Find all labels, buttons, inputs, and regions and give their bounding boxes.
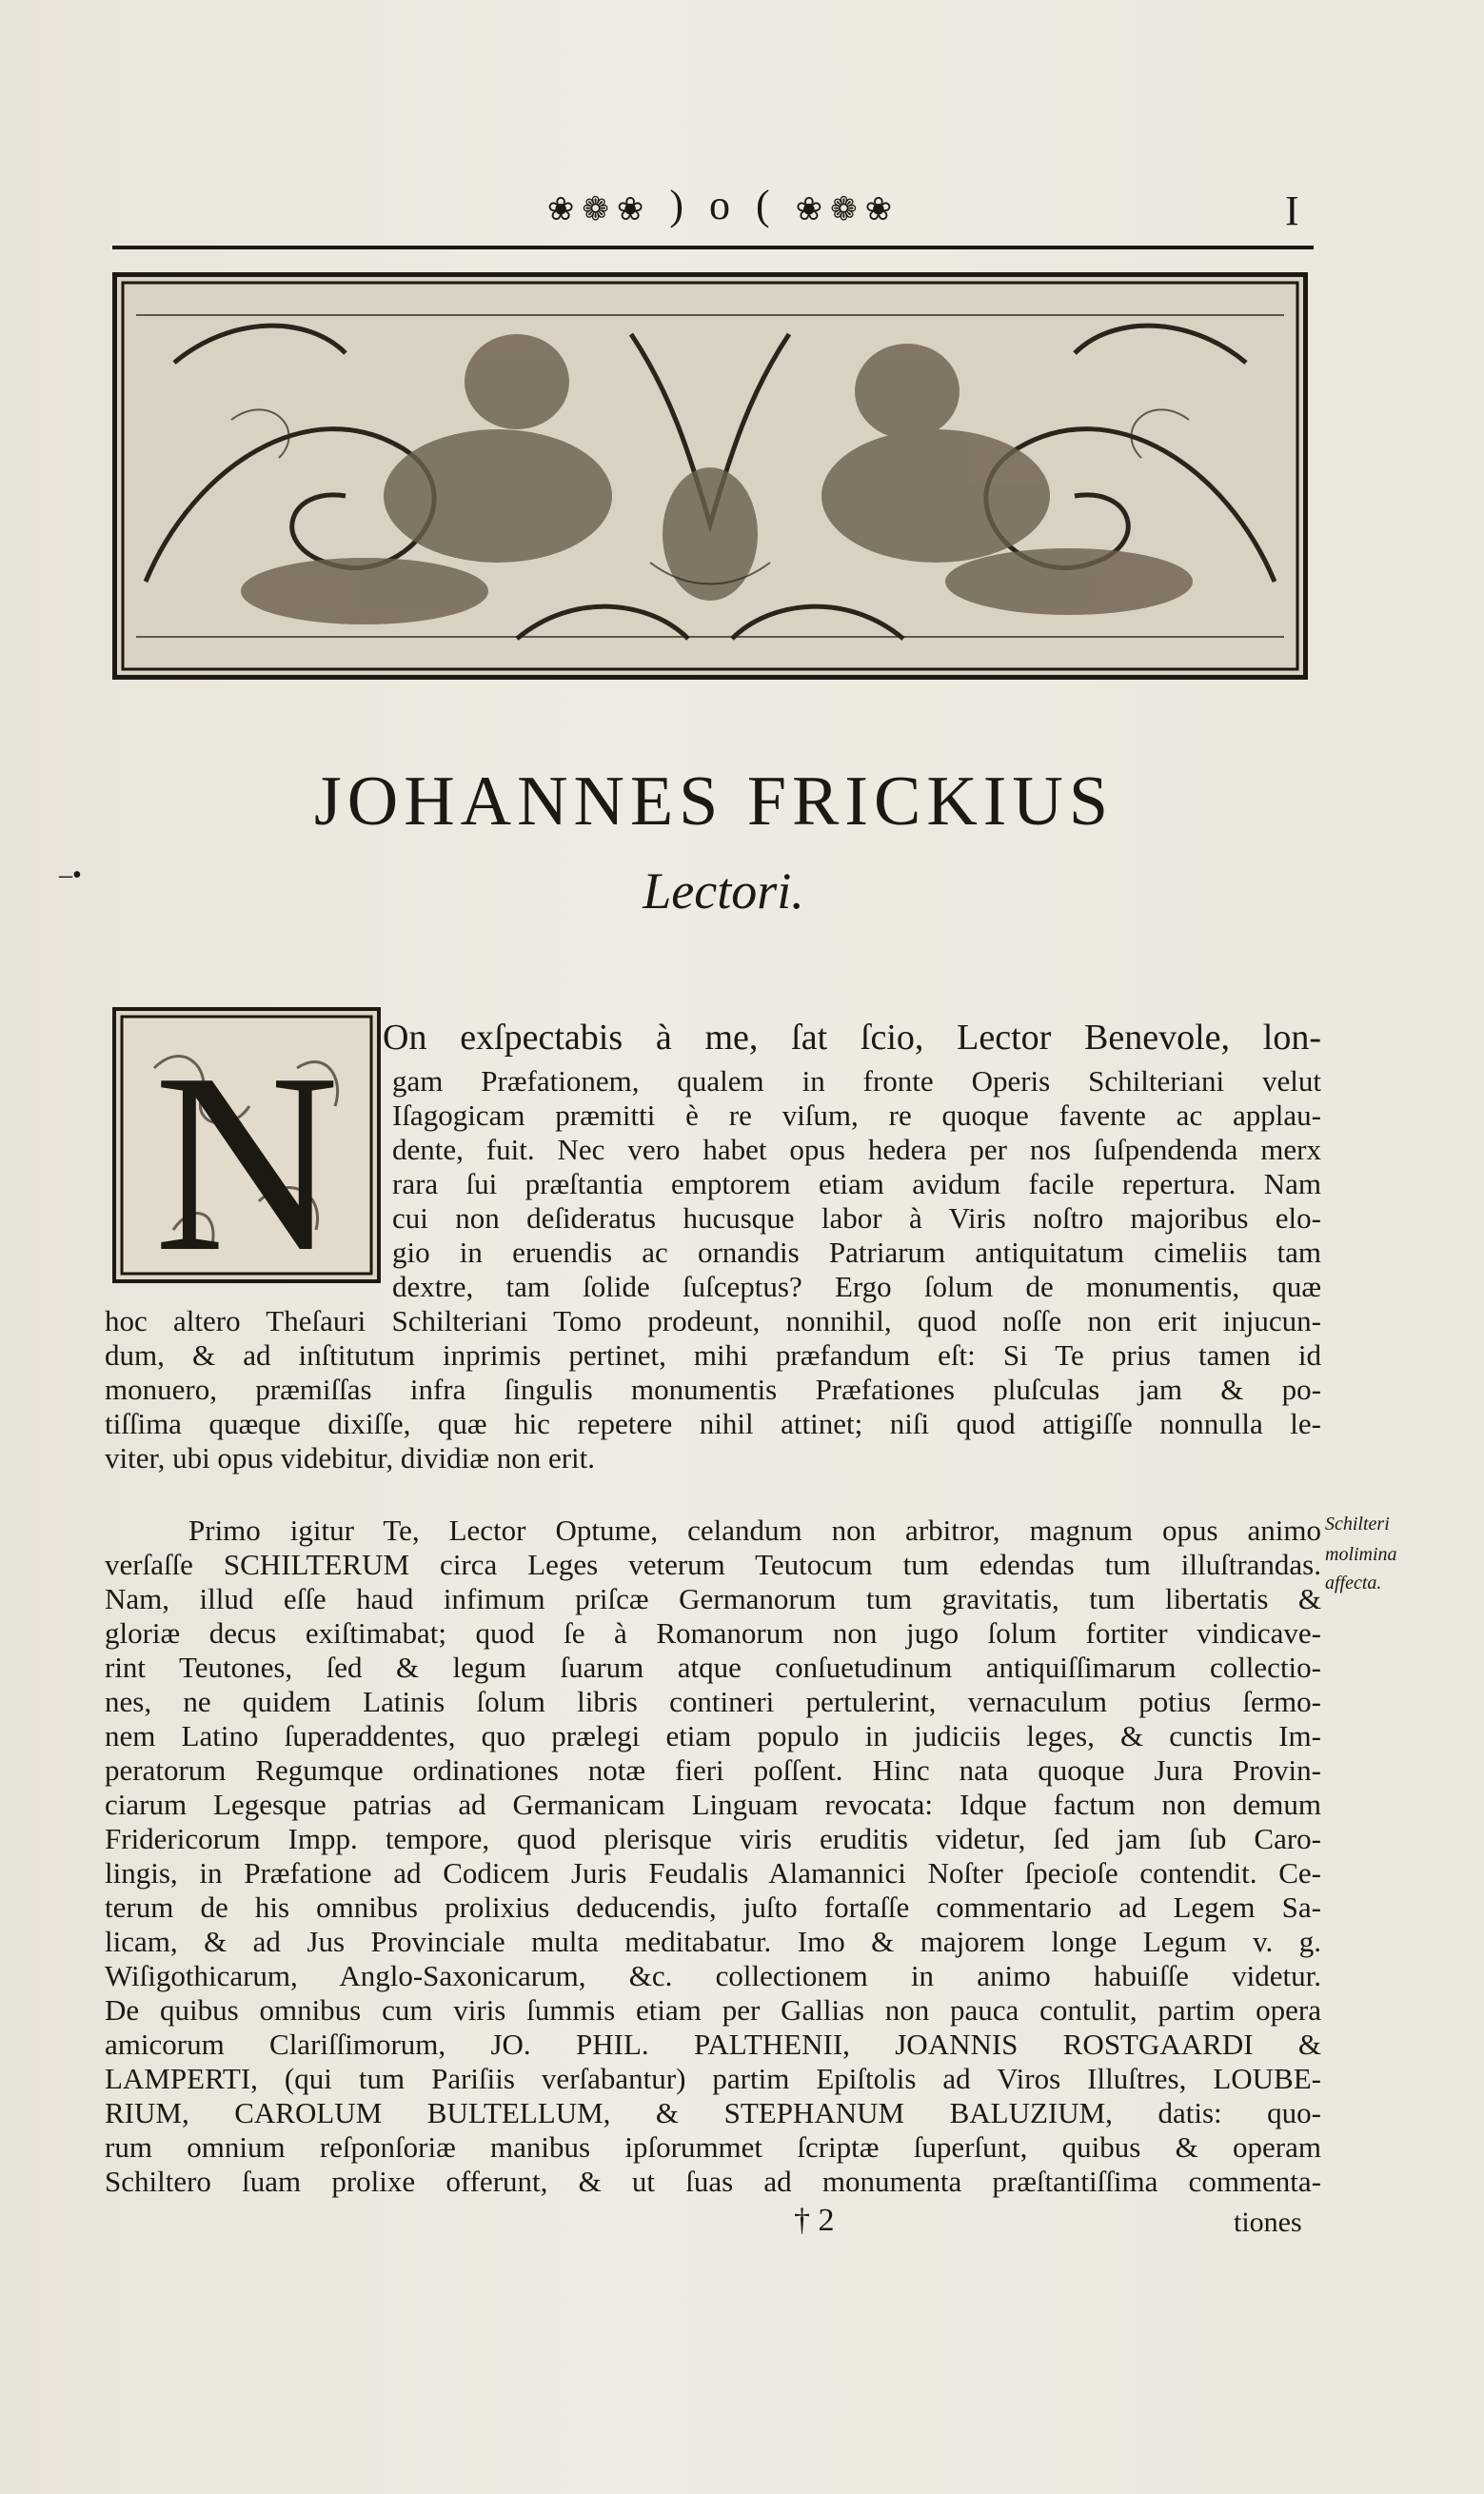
p1-line-3: Iſagogicam præmitti è re viſum, re quoque favente ac applau- (392, 1099, 1321, 1132)
p1-line-6: cui non deſideratus hucusque labor à Viris noſtro majoribus elo- (392, 1201, 1321, 1235)
side-note-line-2: molimina (1325, 1544, 1397, 1565)
p1-line-8: dextre, tam ſolide ſuſceptus? Ergo ſolum de monumentis, quæ (392, 1270, 1321, 1303)
p1-line-11: monuero, præmiſſas infra ſingulis monumentis Præfationes pluſculas jam & po- (105, 1373, 1321, 1406)
p2-line-13: licam, & ad Jus Provinciale multa meditabatur. Imo & majorem longe Legum v. g. (105, 1925, 1321, 1958)
margin-mark: –• (59, 861, 82, 890)
subtitle: Lectori. (643, 862, 804, 920)
side-note-line-3: affecta. (1325, 1573, 1382, 1593)
head-rule (112, 246, 1314, 249)
fleuron-left-icon: ❀❁❀ (546, 191, 652, 228)
p1-line-13: viter, ubi opus videbitur, dividiæ non erit. (105, 1441, 595, 1475)
p2-line-18: RIUM, CAROLUM BULTELLUM, & STEPHANUM BALUZIUM, datis: quo- (105, 2096, 1321, 2129)
p2-line-10: Fridericorum Impp. tempore, quod plerisque viris eruditis videtur, ſed jam ſub Caro- (105, 1822, 1321, 1855)
p1-line-9: hoc altero Theſauri Schilteriani Tomo prodeunt, nonnihil, quod noſſe non erit injucun- (105, 1304, 1321, 1337)
p1-line-2: gam Præfationem, qualem in fronte Operis Schilteriani velut (392, 1064, 1321, 1098)
running-head (533, 181, 914, 238)
p2-line-11: lingis, in Præfatione ad Codicem Juris Feudalis Alamannici Noſter ſpecioſe contendit. Ce- (105, 1856, 1321, 1890)
drop-cap-letter: N (153, 1020, 340, 1279)
cherubs-engraving-icon (117, 277, 1303, 675)
p2-line-7: nem Latino ſuperaddentes, quo prælegi etiam populo in judiciis leges, & cunctis Im- (105, 1719, 1321, 1752)
p1-line-7: gio in eruendis ac ornandis Patriarum antiquitatum cimeliis tam (392, 1236, 1321, 1269)
p1-line-10: dum, & ad inſtitutum inprimis pertinet, mihi præfandum eſt: Si Te prius tamen id (105, 1338, 1321, 1372)
side-note-line-1: Schilteri (1325, 1514, 1390, 1534)
p2-line-4: gloriæ decus exiſtimabat; quod ſe à Romanorum non jugo ſolum fortiter vindicave- (105, 1616, 1321, 1650)
p2-line-1: Primo igitur Te, Lector Optume, celandum non arbitror, magnum opus animo (188, 1514, 1321, 1547)
p2-line-8: peratorum Regumque ordinationes notæ fieri poſſent. Hinc nata quoque Jura Provin- (105, 1753, 1321, 1787)
p1-line-5: rara ſui præſtantia emptorem etiam avidum facile repertura. Nam (392, 1167, 1321, 1200)
p2-line-5: rint Teutones, ſed & legum ſuarum atque conſuetudinum antiquiſſimarum collectio- (105, 1651, 1321, 1684)
catchword: tiones (1234, 2207, 1302, 2238)
fleuron-right-icon: ❀❁❀ (795, 191, 900, 228)
p2-line-6: nes, ne quidem Latinis ſolum libris contineri pertulerint, vernaculum potius ſermo- (105, 1685, 1321, 1718)
drop-cap (112, 1007, 381, 1283)
p2-line-14: Wiſigothicarum, Anglo-Saxonicarum, &c. collectionem in animo habuiſſe videtur. (105, 1959, 1321, 1992)
p2-line-9: ciarum Legesque patrias ad Germanicam Linguam revocata: Idque factum non demum (105, 1788, 1321, 1821)
p2-line-19: rum omnium reſponſoriæ manibus ipſorummet ſcriptæ ſuperſunt, quibus & operam (105, 2130, 1321, 2164)
title: JOHANNES FRICKIUS (313, 762, 1115, 841)
running-head-center: ) o ( (669, 182, 778, 228)
p2-line-16: amicorum Clariſſimorum, JO. PHIL. PALTHENII, JOANNIS ROSTGAARDI & (105, 2028, 1321, 2061)
drop-cap-n-icon (116, 1011, 377, 1279)
headpiece-engraving (112, 272, 1308, 680)
p1-line-4: dente, fuit. Nec vero habet opus hedera per nos ſuſpendenda merx (392, 1133, 1321, 1166)
signature-mark: † 2 (794, 2203, 835, 2238)
p2-line-15: De quibus omnibus cum viris ſummis etiam per Gallias non pauca contulit, partim opera (105, 1993, 1321, 2027)
p2-line-3: Nam, illud eſſe haud infimum priſcæ Germanorum tum gravitatis, tum libertatis & (105, 1582, 1321, 1615)
p2-line-17: LAMPERTI, (qui tum Pariſiis verſabantur) partim Epiſtolis ad Viros Illuſtres, LOUBE- (105, 2062, 1321, 2095)
page-number: I (1285, 188, 1299, 234)
p1-line-1: On exſpectabis à me, ſat ſcio, Lector Benevole, lon- (383, 1018, 1321, 1058)
p2-line-12: terum de his omnibus prolixius deducendis, juſto fortaſſe commentario ad Legem Sa- (105, 1890, 1321, 1924)
p2-line-20: Schiltero ſuam prolixe offerunt, & ut ſuas ad monumenta præſtantiſſima commenta- (105, 2165, 1321, 2198)
p1-line-12: tiſſima quæque dixiſſe, quæ hic repetere nihil attinet; niſi quod attigiſſe nonnulla le- (105, 1407, 1321, 1440)
p2-line-2: verſaſſe SCHILTERUM circa Leges veterum Teutocum tum edendas tum illuſtrandas. (105, 1548, 1321, 1581)
